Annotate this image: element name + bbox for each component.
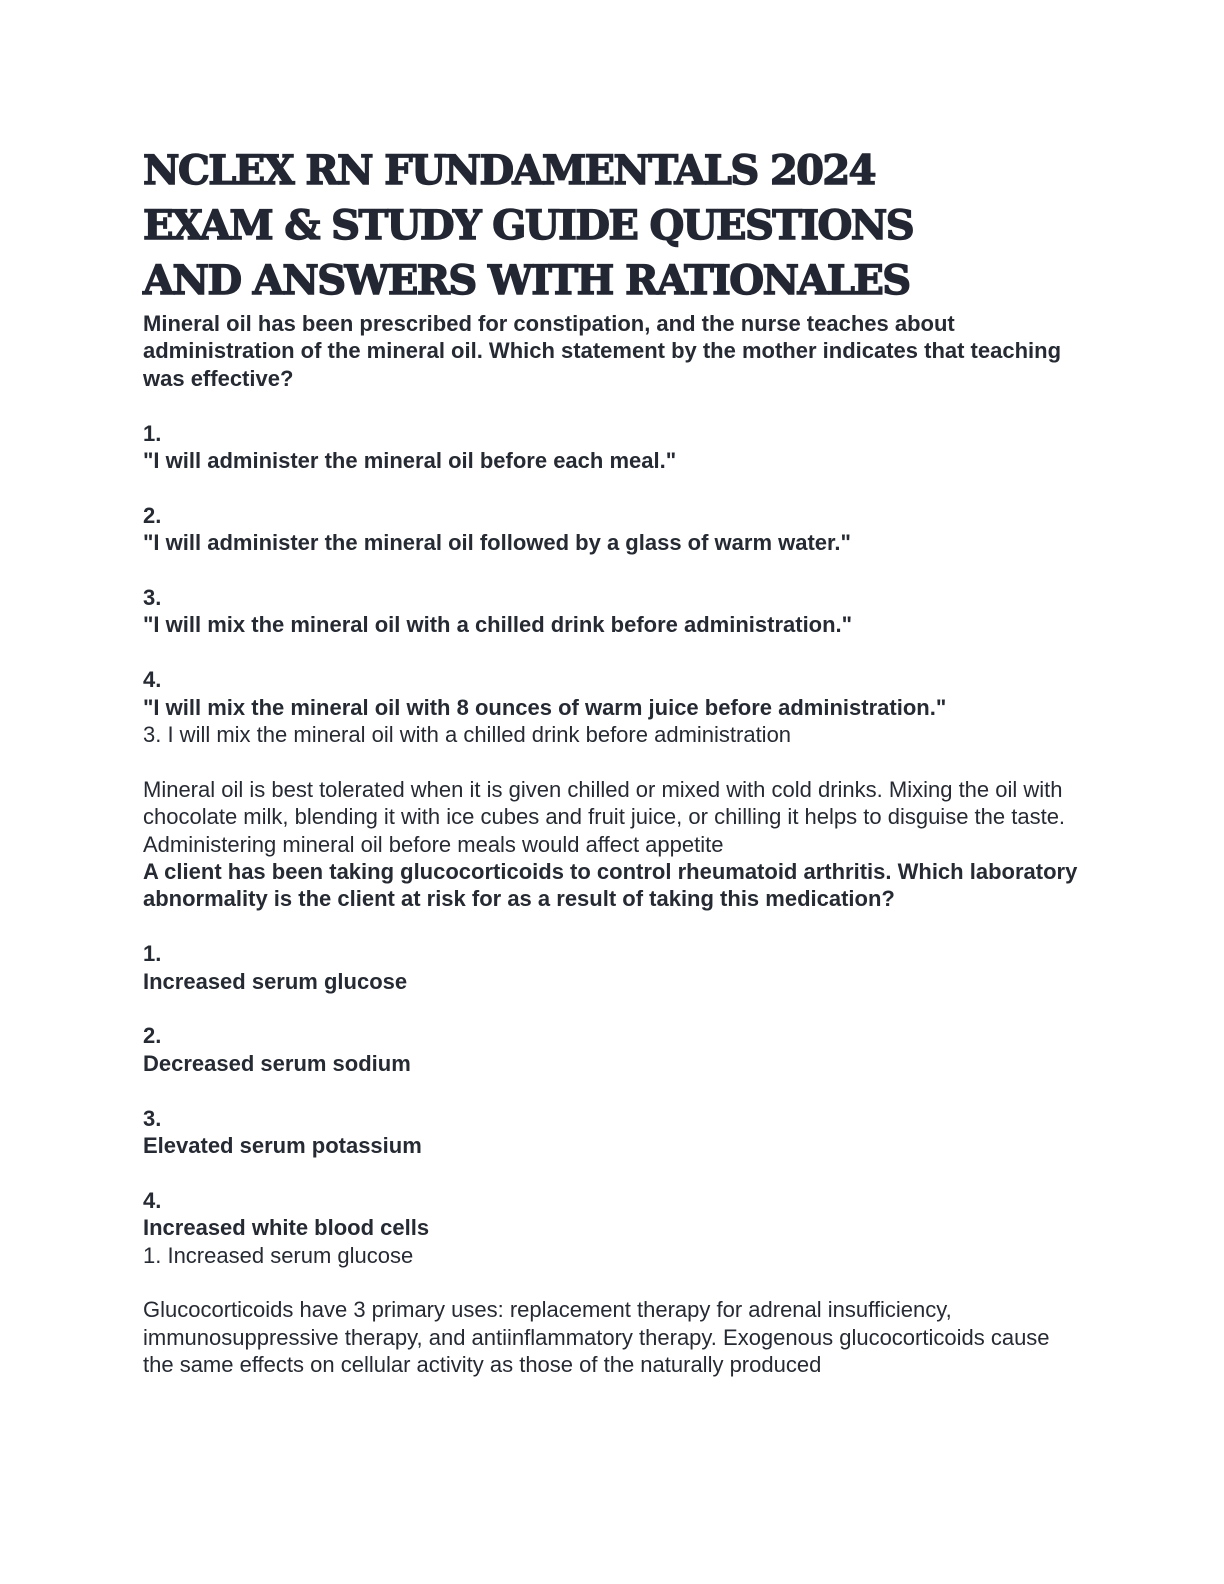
title-line: AND ANSWERS WITH RATIONALES — [143, 257, 910, 304]
answer-text: 1. Increased serum glucose — [143, 1242, 414, 1268]
option-number: 4. — [143, 667, 162, 693]
rationale-text: Mineral oil is best tolerated when it is given chilled or mixed with cold drinks. Mixing the oil with chocolate milk, blending it with ice cubes and fruit juice, or chilling it helps to disguise the taste. Administering mineral oil before meals would affect appetite — [143, 776, 1066, 857]
option-text: "I will mix the mineral oil with a chilled drink before administration." — [143, 612, 853, 638]
option-text: Increased serum glucose — [143, 968, 408, 994]
option-text: Elevated serum potassium — [143, 1133, 422, 1159]
rationale-text: Glucocorticoids have 3 primary uses: replacement therapy for adrenal insufficiency, immunosuppressive therapy, and antiinflammatory therapy. Exogenous glucocorticoids cause the same effects on cellular activity as those of the naturally produced — [143, 1297, 1050, 1378]
option-number: 3. — [143, 585, 162, 611]
option-text: Decreased serum sodium — [143, 1050, 411, 1076]
title-line: NCLEX RN FUNDAMENTALS 2024 — [143, 147, 875, 194]
document-title — [143, 143, 1083, 308]
option-number: 1. — [143, 941, 162, 967]
option-text: "I will administer the mineral oil followed by a glass of warm water." — [143, 530, 851, 556]
option-text: "I will mix the mineral oil with 8 ounces of warm juice before administration." — [143, 694, 947, 720]
option-number: 3. — [143, 1105, 162, 1131]
option-text: "I will administer the mineral oil before each meal." — [143, 448, 677, 474]
answer-text: 3. I will mix the mineral oil with a chilled drink before administration — [143, 722, 792, 748]
question-block — [143, 858, 1083, 1379]
question-block — [143, 310, 1083, 858]
question-stem: Mineral oil has been prescribed for constipation, and the nurse teaches about administration of the mineral oil. Which statement by the mother indicates that teaching was effective? — [143, 311, 1062, 391]
option-number: 2. — [143, 1023, 162, 1049]
option-text: Increased white blood cells — [143, 1215, 430, 1241]
option-number: 1. — [143, 420, 162, 446]
question-stem: A client has been taking glucocorticoids to control rheumatoid arthritis. Which laboratory abnormality is the client at risk for as a result of taking this medication? — [143, 859, 1078, 912]
option-number: 4. — [143, 1187, 162, 1213]
title-line: EXAM & STUDY GUIDE QUESTIONS — [143, 202, 914, 249]
option-number: 2. — [143, 502, 162, 528]
document-page — [143, 143, 1083, 1379]
